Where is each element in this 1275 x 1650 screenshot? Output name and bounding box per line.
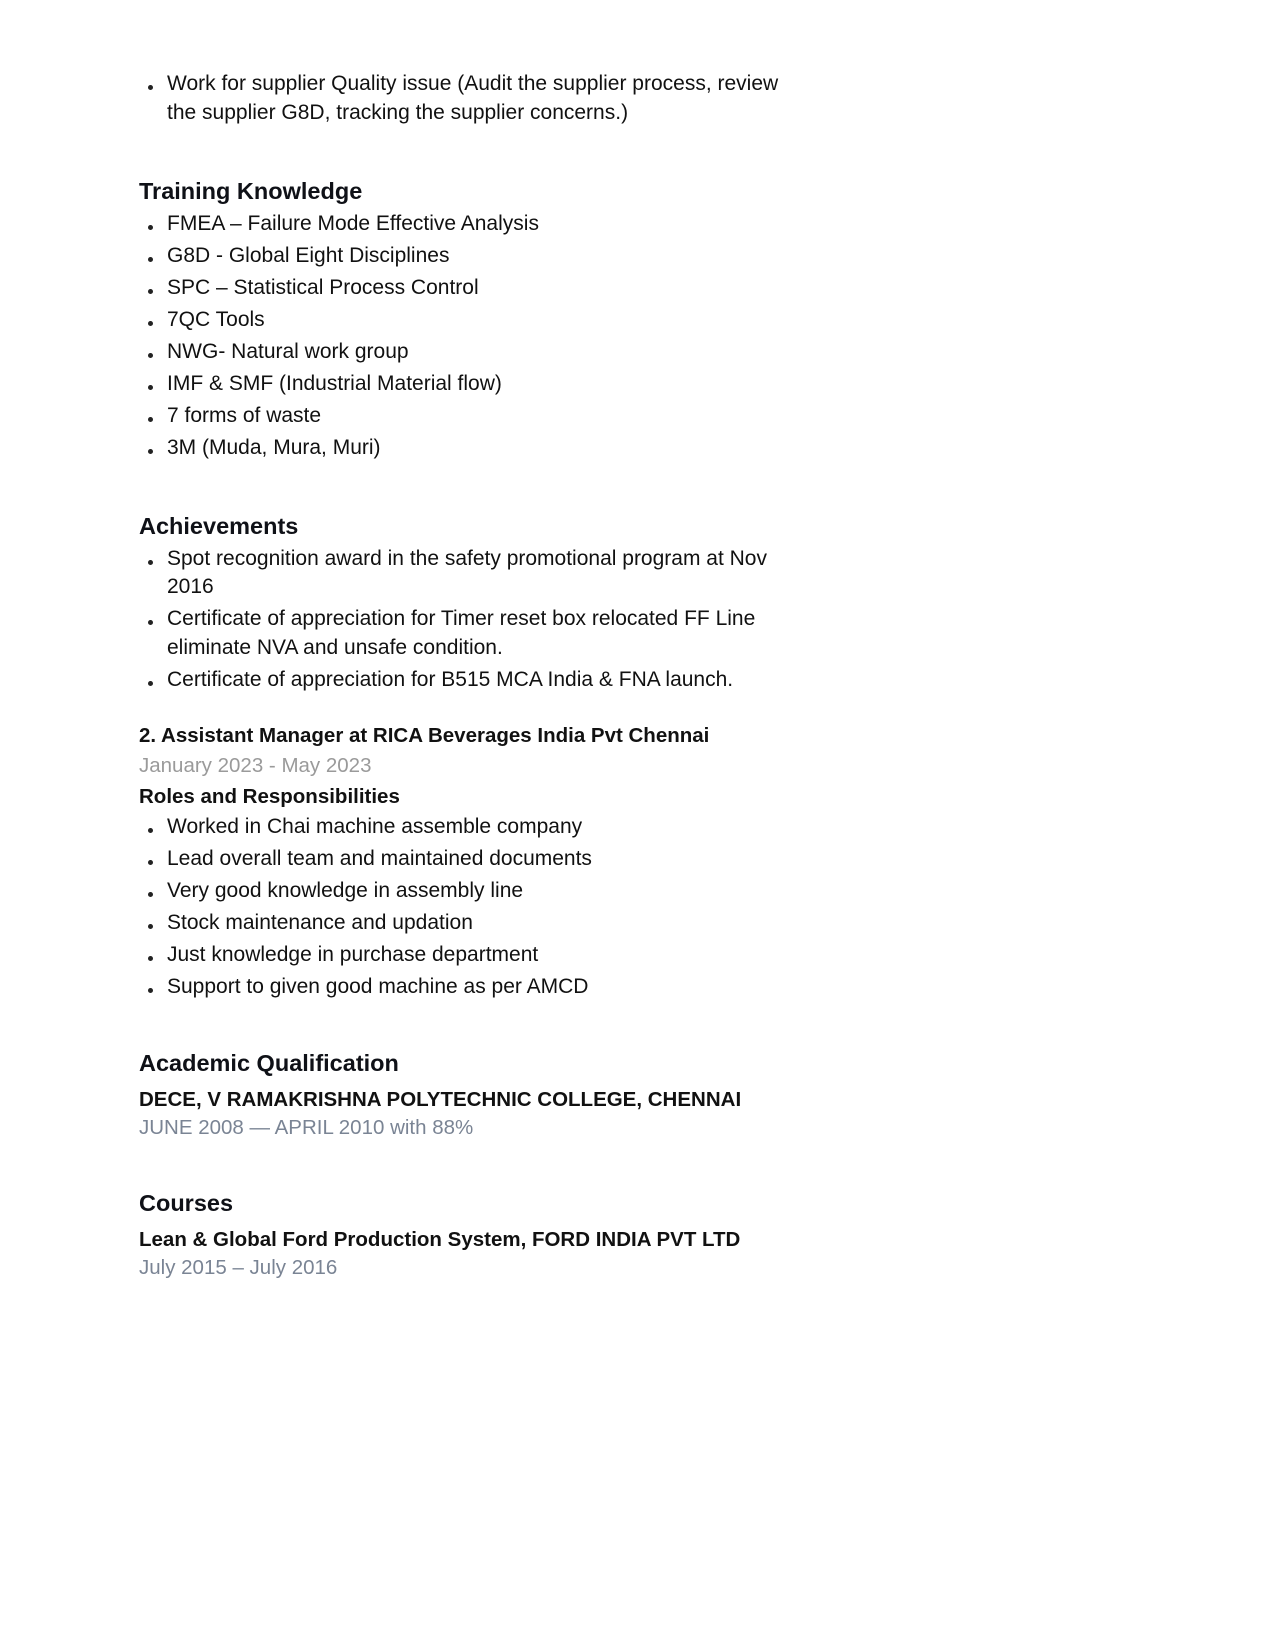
list-item: 7 forms of waste <box>139 402 779 431</box>
courses-heading: Courses <box>139 1189 234 1216</box>
list-item: Certificate of appreciation for Timer reset box relocated FF Line eliminate NVA and unsafe condition. <box>139 605 779 662</box>
resume-page <box>139 70 779 1282</box>
list-item: SPC – Statistical Process Control <box>139 274 779 303</box>
list-item: NWG- Natural work group <box>139 338 779 367</box>
list-item: Just knowledge in purchase department <box>139 941 779 970</box>
roles-list <box>139 813 779 1002</box>
roles-heading: Roles and Responsibilities <box>139 785 400 808</box>
academic-dates: JUNE 2008 — APRIL 2010 with 88% <box>139 1115 474 1139</box>
institution-name: DECE, V RAMAKRISHNA POLYTECHNIC COLLEGE, CHENNAI <box>139 1087 742 1111</box>
list-item: Very good knowledge in assembly line <box>139 877 779 906</box>
achievements-heading: Achievements <box>139 512 299 539</box>
academic-heading: Academic Qualification <box>139 1049 399 1076</box>
training-section <box>139 176 779 463</box>
intro-bullet-list <box>139 70 779 127</box>
list-item: 7QC Tools <box>139 306 779 335</box>
academic-section <box>139 1048 779 1142</box>
achievements-section <box>139 511 779 695</box>
course-dates: July 2015 – July 2016 <box>139 1255 338 1279</box>
list-item: Worked in Chai machine assemble company <box>139 813 779 842</box>
list-item: IMF & SMF (Industrial Material flow) <box>139 370 779 399</box>
job-title: 2. Assistant Manager at RICA Beverages India Pvt Chennai <box>139 724 710 747</box>
list-item: Lead overall team and maintained documents <box>139 845 779 874</box>
list-item: Certificate of appreciation for B515 MCA India & FNA launch. <box>139 666 779 695</box>
job-dates: January 2023 - May 2023 <box>139 754 372 777</box>
list-item: Stock maintenance and updation <box>139 909 779 938</box>
list-item: FMEA – Failure Mode Effective Analysis <box>139 210 779 239</box>
list-item: G8D - Global Eight Disciplines <box>139 242 779 271</box>
course-name: Lean & Global Ford Production System, FORD INDIA PVT LTD <box>139 1227 741 1251</box>
training-list <box>139 210 779 463</box>
achievements-list <box>139 545 779 695</box>
job-2-section <box>139 722 779 1002</box>
list-item: Work for supplier Quality issue (Audit the supplier process, review the supplier G8D, tracking the supplier concerns.) <box>139 70 779 127</box>
training-heading: Training Knowledge <box>139 178 363 204</box>
courses-section <box>139 1188 779 1282</box>
list-item: Support to given good machine as per AMCD <box>139 973 779 1002</box>
list-item: Spot recognition award in the safety promotional program at Nov 2016 <box>139 545 779 602</box>
list-item: 3M (Muda, Mura, Muri) <box>139 434 779 463</box>
